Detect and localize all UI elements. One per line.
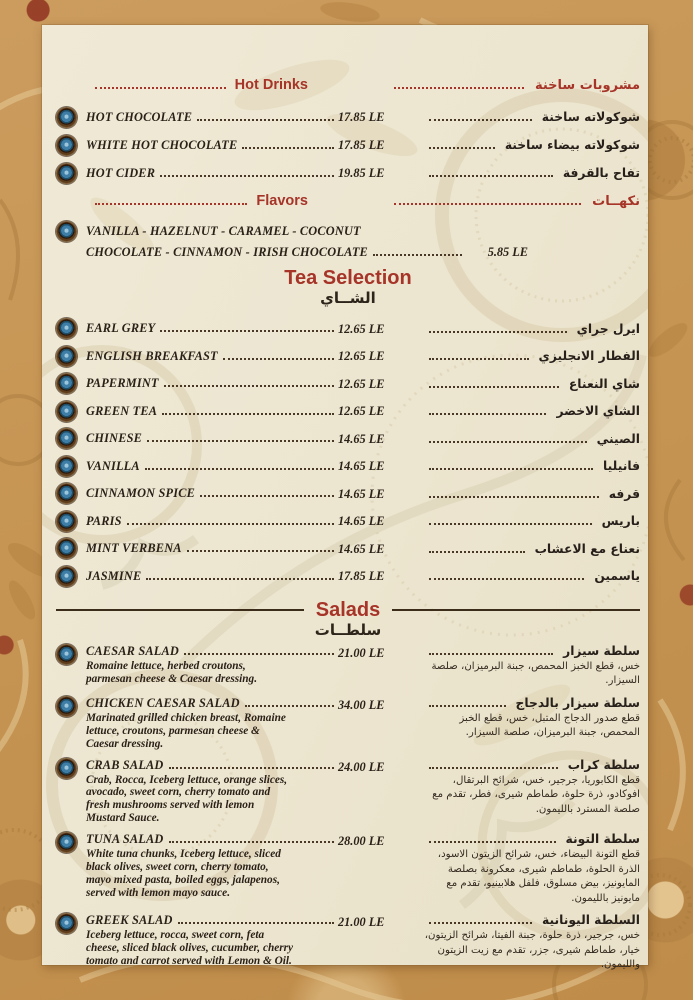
dotted-leader <box>429 841 556 843</box>
item-name-ar: فانيليا <box>603 459 640 474</box>
dotted-leader <box>178 922 334 924</box>
menu-item-row <box>56 508 640 536</box>
menu-page <box>42 25 648 970</box>
section-flavors <box>56 193 640 269</box>
flavors-header-ar <box>394 194 640 209</box>
menu-item-row <box>56 696 640 751</box>
dotted-leader <box>160 175 334 177</box>
item-price: 19.85 LE <box>338 166 385 180</box>
menu-item-row <box>56 535 640 563</box>
section-title-en: Hot Drinks <box>234 77 308 93</box>
dotted-leader <box>394 87 524 89</box>
medallion-bullet-icon <box>56 644 77 665</box>
dotted-leader <box>429 578 584 580</box>
dotted-leader <box>223 358 334 360</box>
item-name-ar: باريس <box>601 514 640 529</box>
dotted-leader <box>429 175 553 177</box>
item-name-ar: سلطة سيزار بالدجاج <box>515 695 640 710</box>
item-price: 28.00 LE <box>338 834 385 849</box>
dotted-leader <box>242 147 334 149</box>
item-name-en: CAESAR SALAD <box>86 644 179 658</box>
medallion-bullet-icon <box>56 428 77 449</box>
item-price: 34.00 LE <box>338 697 385 712</box>
medallion-bullet-icon <box>56 107 77 128</box>
dotted-leader <box>373 254 462 256</box>
item-description-ar: خس، جرجير، ذرة حلوة، جبنة الفيتا، شرائح الزيتون، خيار، طماطم شيرى، جزر، تقدم مع زيت الزيتون والليمون. <box>424 930 640 970</box>
dotted-leader <box>429 468 593 470</box>
item-description-en: Romaine lettuce, herbed croutons, parmesan cheese & Caesar dressing. <box>86 660 258 685</box>
hot-drinks-header <box>56 77 640 95</box>
dotted-leader <box>145 468 334 470</box>
item-price: 24.00 LE <box>338 759 385 774</box>
dotted-leader <box>429 653 553 655</box>
item-price: 14.65 LE <box>338 431 385 446</box>
item-description-ar: قطع صدور الدجاج المتبل، خس، قطع الخبز المحمص، جبنة البرميزان، صلصة السيزار. <box>459 712 640 739</box>
section-salads <box>56 599 640 979</box>
dotted-leader <box>95 87 226 89</box>
medallion-bullet-icon <box>56 696 77 717</box>
item-description-en: Marinated grilled chicken breast, Romaine lettuce, croutons, parmesan cheese & Caesar dressing. <box>86 711 286 750</box>
item-name-ar: شوكولاته بيضاء ساخنة <box>504 138 640 152</box>
item-name-en: JASMINE <box>86 568 142 583</box>
item-name-en: HOT CHOCOLATE <box>86 109 193 124</box>
dotted-leader <box>169 767 334 769</box>
medallion-bullet-icon <box>56 832 77 853</box>
medallion-bullet-icon <box>56 346 77 367</box>
medallion-bullet-icon <box>56 511 77 532</box>
item-price: 17.85 LE <box>338 110 385 124</box>
menu-item-row <box>56 131 640 159</box>
dotted-leader <box>160 330 334 332</box>
menu-item-row <box>56 563 640 591</box>
dotted-leader <box>394 203 581 205</box>
section-title-ar: مشروبات ساخنة <box>534 78 640 93</box>
divider-line <box>56 609 304 611</box>
item-price: 21.00 LE <box>338 646 385 660</box>
item-name-ar: تفاح بالقرفة <box>562 166 640 180</box>
item-description-en: Iceberg lettuce, rocca, sweet corn, feta cheese, sliced black olives, cucumber, cherry tomato and carrot served with Lemon & Oil. <box>86 929 294 967</box>
medallion-bullet-icon <box>56 373 77 394</box>
item-name-ar: السلطة اليونانية <box>542 913 640 928</box>
divider-line <box>392 609 640 611</box>
dotted-leader <box>184 653 334 655</box>
item-price: 12.65 LE <box>338 376 385 391</box>
dotted-leader <box>429 496 599 498</box>
flavors-list-line2 <box>56 245 640 269</box>
menu-item-row <box>56 425 640 453</box>
menu-item-row <box>56 343 640 371</box>
item-name-ar: سلطة كراب <box>567 757 640 772</box>
item-name-ar: سلطة سيزار <box>563 644 640 658</box>
menu-item-row <box>56 480 640 508</box>
item-price: 17.85 LE <box>338 138 385 152</box>
item-name-ar: شوكولاته ساخنة <box>541 110 640 124</box>
menu-item-row <box>56 644 640 689</box>
dotted-leader <box>95 203 247 205</box>
menu-item-row <box>56 758 640 826</box>
dotted-leader <box>429 147 495 149</box>
item-price: 12.65 LE <box>338 404 385 419</box>
item-name-en: GREEK SALAD <box>86 913 173 928</box>
dotted-leader <box>245 705 334 707</box>
hot-drinks-header-ar <box>394 78 640 93</box>
item-name-en: GREEN TEA <box>86 403 158 418</box>
menu-item-row <box>56 159 640 187</box>
item-name-ar: قرفه <box>608 486 640 501</box>
medallion-bullet-icon <box>56 456 77 477</box>
section-title-ar: سلطــات <box>314 621 382 639</box>
section-title-en: Tea Selection <box>284 267 412 289</box>
item-name-en: MINT VERBENA <box>86 541 182 556</box>
salads-header <box>56 599 640 621</box>
medallion-bullet-icon <box>56 483 77 504</box>
section-tea-selection <box>56 267 640 590</box>
dotted-leader <box>429 523 592 525</box>
item-description-ar: قطع الكابوريا، جرجير، خس، شرائح البرتقال، افوكادو، ذرة حلوة، طماطم شيرى، فطر، تقدم مع صلصة المسترد بالليمون. <box>432 774 640 815</box>
dotted-leader <box>429 767 558 769</box>
dotted-leader <box>187 550 334 552</box>
medallion-bullet-icon <box>56 221 77 242</box>
section-title-en: Salads <box>315 599 381 621</box>
item-name-en: CRAB SALAD <box>86 757 164 772</box>
dotted-leader <box>429 922 532 924</box>
dotted-leader <box>429 705 506 707</box>
dotted-leader <box>429 358 529 360</box>
section-title-en: Flavors <box>256 193 308 209</box>
item-price: 14.65 LE <box>338 486 385 501</box>
medallion-bullet-icon <box>56 758 77 779</box>
menu-item-row <box>56 370 640 398</box>
dotted-leader <box>146 578 334 580</box>
tea-header <box>56 267 640 307</box>
item-name-ar: ايرل جراي <box>576 321 640 336</box>
menu-item-row <box>56 103 640 131</box>
section-hot-drinks <box>56 77 640 187</box>
dotted-leader <box>429 119 532 121</box>
section-title-ar: الشــاي <box>320 289 376 307</box>
item-name-ar: الشاي الاخضر <box>556 404 640 419</box>
flavors-list-line1 <box>56 219 640 244</box>
medallion-bullet-icon <box>56 401 77 422</box>
menu-item-row <box>56 453 640 481</box>
menu-item-row <box>56 398 640 426</box>
flavors-text: CHOCOLATE - CINNAMON - IRISH CHOCOLATE <box>86 245 368 259</box>
item-name-ar: شاي النعناع <box>568 376 640 391</box>
item-name-en: CHICKEN CAESAR SALAD <box>86 695 240 710</box>
menu-item-row <box>56 315 640 343</box>
item-name-en: VANILLA <box>86 458 140 473</box>
dotted-leader <box>162 413 334 415</box>
medallion-bullet-icon <box>56 913 77 934</box>
item-name-ar: نعناع مع الاعشاب <box>534 541 640 556</box>
dotted-leader <box>429 441 587 443</box>
item-name-en: PAPERMINT <box>86 376 159 391</box>
item-description-en: White tuna chunks, Iceberg lettuce, sliced black olives, sweet corn, cherry tomato, mayo mixed pasta, boiled eggs, jalapenos, served with lemon mayo sauce. <box>86 848 281 899</box>
dotted-leader <box>429 551 525 553</box>
dotted-leader <box>164 385 334 387</box>
dotted-leader <box>147 440 334 442</box>
flavors-text: VANILLA - HAZELNUT - CARAMEL - COCONUT <box>86 224 361 238</box>
item-price: 21.00 LE <box>338 915 385 930</box>
dotted-leader <box>127 523 334 525</box>
item-name-en: PARIS <box>86 513 122 528</box>
dotted-leader <box>429 386 559 388</box>
item-name-en: HOT CIDER <box>86 165 156 180</box>
flavors-header <box>56 193 640 211</box>
item-name-ar: الفطار الانجليزي <box>538 349 640 364</box>
dotted-leader <box>429 413 546 415</box>
item-name-en: CINNAMON SPICE <box>86 486 196 501</box>
dotted-leader <box>429 331 567 333</box>
hot-drinks-header-en <box>95 77 308 93</box>
item-price: 12.65 LE <box>338 321 385 336</box>
item-price: 14.65 LE <box>338 541 385 556</box>
item-price: 12.65 LE <box>338 349 385 364</box>
menu-item-row <box>56 832 640 906</box>
dotted-leader <box>169 841 334 843</box>
item-name-en: CHINESE <box>86 431 143 446</box>
item-description-ar: خس، قطع الخبز المحمص، جبنة البرميزان، صلصة السيزار. <box>431 661 640 687</box>
item-price: 14.65 LE <box>338 459 385 474</box>
item-price: 14.65 LE <box>338 514 385 529</box>
item-description-ar: قطع التونة البيضاء، خس، شرائح الزيتون الاسود، الذرة الحلوة، طماطم شيرى، معكرونة بصلصة المايونيز، بيض مسلوق، فلفل هلابينيو، تقدم مع مايونيز بالليمون. <box>437 849 640 904</box>
item-price: 17.85 LE <box>338 569 385 584</box>
item-name-ar: ياسمين <box>594 569 640 584</box>
medallion-bullet-icon <box>56 163 77 184</box>
medallion-bullet-icon <box>56 318 77 339</box>
flavors-header-en <box>95 193 308 209</box>
item-name-en: ENGLISH BREAKFAST <box>86 348 218 363</box>
dotted-leader <box>200 495 334 497</box>
item-name-ar: الصيني <box>596 431 640 446</box>
item-name-en: WHITE HOT CHOCOLATE <box>86 137 238 152</box>
medallion-bullet-icon <box>56 135 77 156</box>
menu-item-row <box>56 913 640 972</box>
item-name-en: TUNA SALAD <box>86 832 164 847</box>
medallion-bullet-icon <box>56 538 77 559</box>
dotted-leader <box>197 119 334 121</box>
item-name-ar: سلطة التونة <box>565 832 640 847</box>
medallion-bullet-icon <box>56 566 77 587</box>
item-name-en: EARL GREY <box>86 321 156 336</box>
item-description-en: Crab, Rocca, Iceberg lettuce, orange slices, avocado, sweet corn, cherry tomato and fresh mushrooms served with lemon Mustard Sauce. <box>86 773 288 825</box>
section-title-ar: نكهــات <box>592 194 640 209</box>
flavors-price: 5.85 LE <box>487 245 528 259</box>
